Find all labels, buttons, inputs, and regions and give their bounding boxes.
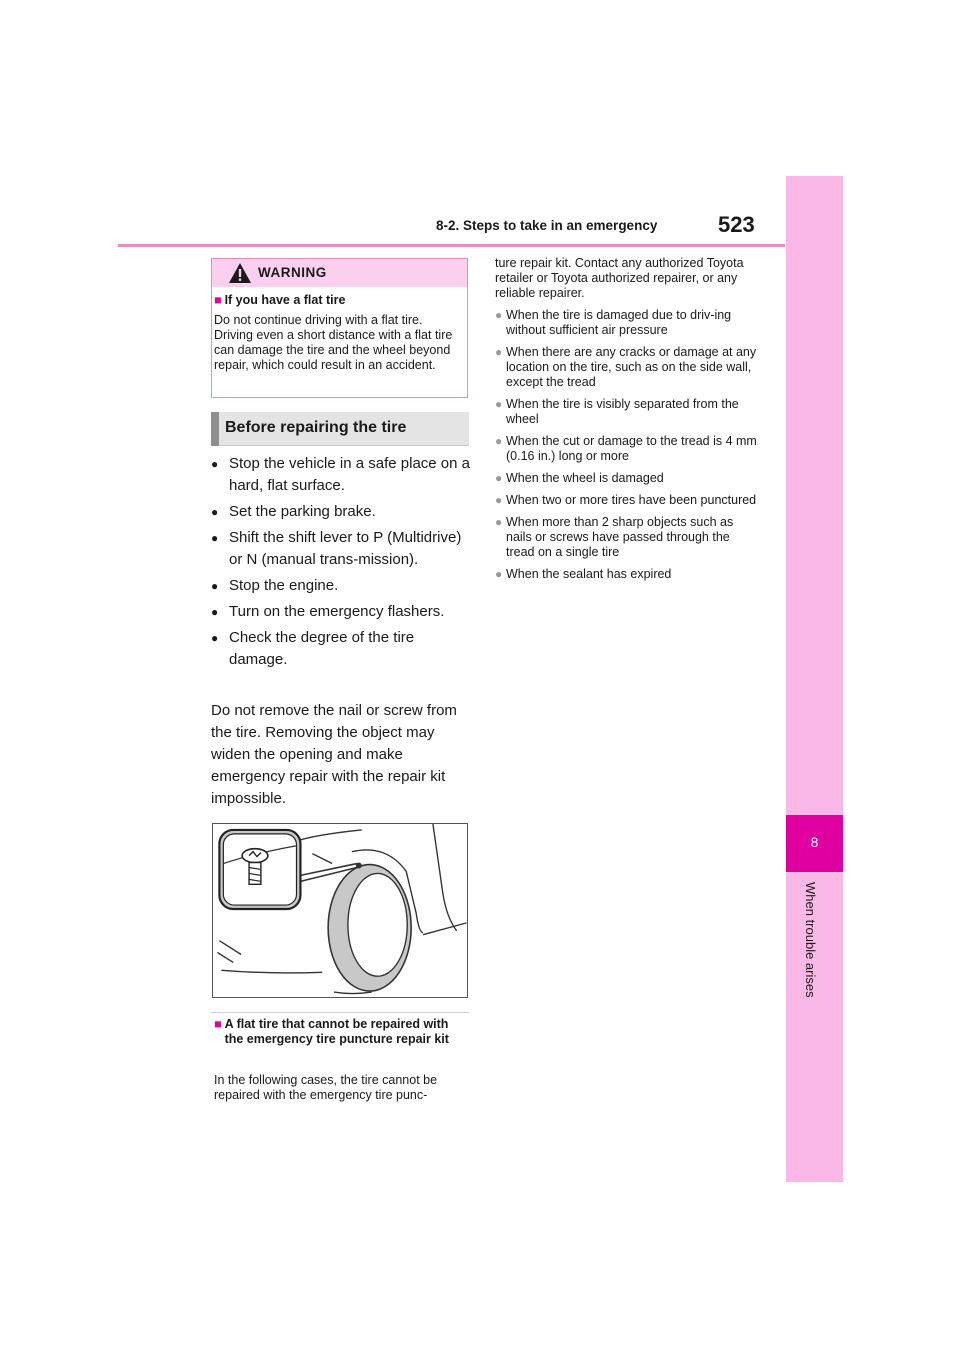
step-item: ● Turn on the emergency flashers. — [211, 601, 473, 623]
tire-screw-illustration — [212, 823, 468, 998]
cannot-repair-intro: In the following cases, the tire cannot be repaired with the emergency tire punc- — [214, 1073, 438, 1102]
caution-paragraph: Do not remove the nail or screw from the tire. Removing the object may widen the opening and make emergency repair with the repair kit impossible. — [211, 702, 457, 807]
step-item: ● Stop the vehicle in a safe place on a hard, flat surface. — [211, 453, 473, 497]
section-heading: Before repairing the tire — [225, 419, 407, 436]
list-item: ● When the wheel is damaged — [495, 471, 760, 486]
list-item: ● When more than 2 sharp objects such as nails or screws have passed through the tread on a single tire — [495, 515, 760, 560]
cannot-repair-list — [495, 308, 760, 589]
warning-triangle-icon — [228, 262, 252, 284]
warning-subheading — [214, 293, 345, 307]
list-item: ● When the sealant has expired — [495, 567, 760, 582]
page-number: 523 — [718, 212, 755, 237]
step-item: ● Set the parking brake. — [211, 501, 473, 523]
warning-subheading-text: If you have a flat tire — [224, 293, 346, 307]
list-item: ● When the tire is visibly separated from the wheel — [495, 397, 760, 427]
steps-list — [211, 453, 473, 675]
step-item: ● Stop the engine. — [211, 575, 473, 597]
square-bullet-icon: ■ — [214, 293, 222, 307]
cannot-repair-subheading-text: A flat tire that cannot be repaired with the emergency tire puncture repair kit — [224, 1017, 449, 1046]
warning-body: Do not continue driving with a flat tire. Driving even a short distance with a flat tire can damage the tire and the wheel beyond repair, which could result in an accident. — [214, 313, 453, 372]
illustration-rule — [211, 1012, 469, 1013]
cannot-repair-intro-continued: ture repair kit. Contact any authorized Toyota retailer or Toyota authorized repairer, or any reliable repairer. — [495, 256, 744, 300]
step-item: ● Check the degree of the tire damage. — [211, 627, 473, 671]
header-rule — [118, 244, 785, 247]
section-title: 8-2. Steps to take in an emergency — [436, 218, 658, 233]
list-item: ● When there are any cracks or damage at any location on the tire, such as on the side wall, except the tread — [495, 345, 760, 390]
list-item: ● When the tire is damaged due to driv-ing without sufficient air pressure — [495, 308, 760, 338]
chapter-number: 8 — [810, 834, 819, 850]
step-item: ● Shift the shift lever to P (Multidrive) or N (manual trans-mission). — [211, 527, 473, 571]
list-item: ● When two or more tires have been punctured — [495, 493, 760, 508]
chapter-title: When trouble arises — [803, 882, 818, 998]
section-heading-accent — [211, 412, 219, 446]
cannot-repair-subheading — [214, 1017, 470, 1047]
square-bullet-icon: ■ — [214, 1017, 222, 1031]
list-item: ● When the cut or damage to the tread is 4 mm (0.16 in.) long or more — [495, 434, 760, 464]
warning-title: WARNING — [258, 265, 327, 280]
chapter-side-tab — [786, 176, 843, 1182]
